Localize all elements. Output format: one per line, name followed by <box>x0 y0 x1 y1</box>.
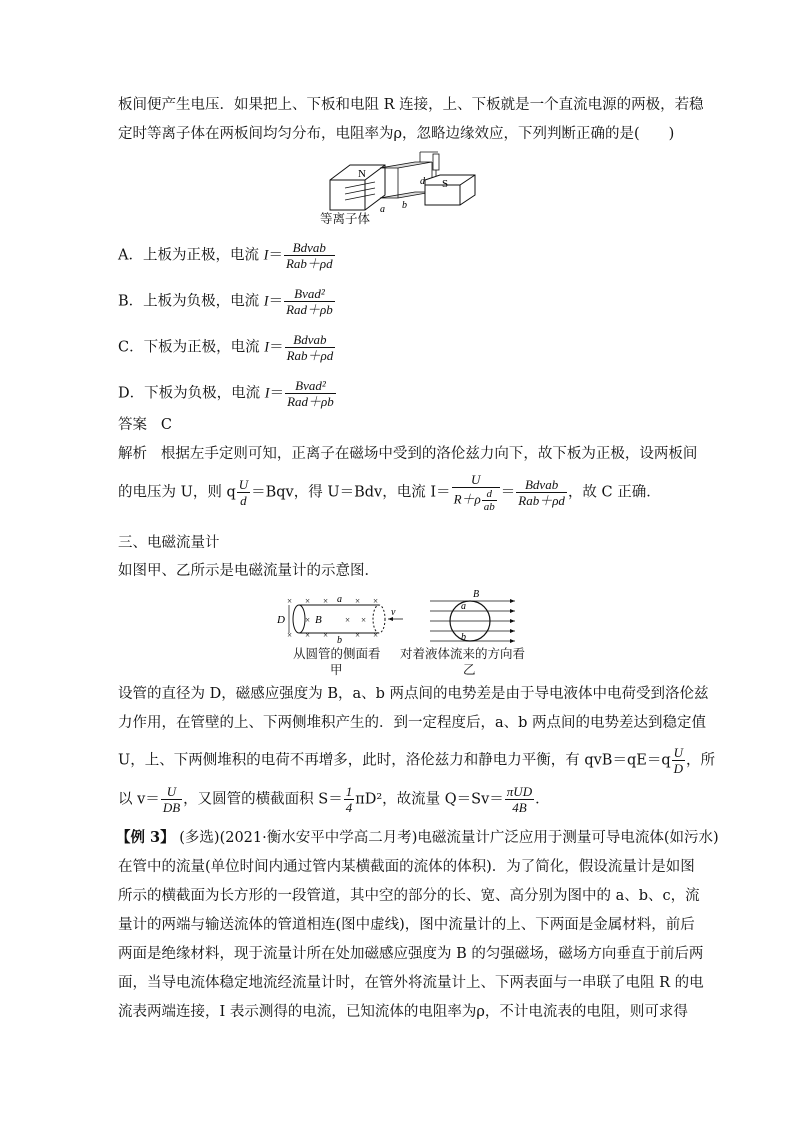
answer-label: 答案 <box>118 417 147 433</box>
svg-text:×: × <box>305 615 311 625</box>
svg-text:×: × <box>345 615 351 625</box>
a-label: a <box>380 204 385 215</box>
analysis-line-2: 的电压为 U，则 q $\frac{U}{d}$ ＝Bqv，得 U＝Bdv，电流 I＝ U R＋ρ $\frac{d}{ab}$ ＝ $\frac{\text{Bdvab}}{\text{Rab＋ρd}}$ ，故 C 正确． <box>118 472 661 513</box>
n-label: N <box>358 168 366 180</box>
option-b: B．上板为负极，电流 I＝ $\frac{\text{Bvad²}}{\text{Rad＋ρb}}$ <box>118 286 333 317</box>
svg-text:×: × <box>361 615 367 625</box>
example-tag: 【例 3】 <box>116 829 175 846</box>
b-field-label: B <box>315 614 322 626</box>
option-a: A．上板为正极，电流 I＝ $\frac{\text{Bdvab}}{\text{Rab＋ρd}}$ <box>118 240 333 271</box>
answer-value: C <box>160 417 172 433</box>
example3-line-4: 量计的两端与输送流体的管道相连(图中虚线)，图中流量计的上、下两面是金属材料，前后 <box>118 917 695 933</box>
svg-text:×: × <box>287 630 293 640</box>
para2-line-2: 力作用，在管壁的上、下两侧堆积产生的．到一定程度后，a、b 两点间的电势差达到稳定值 <box>118 715 707 731</box>
analysis-line-1: 解析 根据左手定则可知，正离子在磁场中受到的洛伦兹力向下，故下板为正极，设两板间 <box>118 446 698 462</box>
front-b-point-label: b <box>461 632 466 643</box>
intro-line-1: 板间便产生电压．如果把上、下板和电阻 R 连接，上、下板就是一个直流电源的两极，若稳 <box>118 97 704 113</box>
example3-line-6: 面，当导电流体稳定地流经流量计时，在管外将流量计上、下两表面与一串联了电阻 R 的电 <box>118 975 704 991</box>
svg-text:×: × <box>373 596 379 606</box>
front-a-label: a <box>461 601 466 612</box>
figure1-caption: 等离子体 <box>320 211 371 226</box>
svg-text:×: × <box>373 630 379 640</box>
right-figure-caption: 对着液体流来的方向看 <box>400 646 526 661</box>
left-figure-sub: 甲 <box>330 662 343 677</box>
para2-line-1: 设管的直径为 D，磁感应强度为 B，a、b 两点间的电势差是由于导电液体中电荷受到洛伦兹 <box>118 686 709 702</box>
svg-text:×: × <box>305 596 311 606</box>
intro-line-2: 定时等离子体在两板间均匀分布，电阻率为ρ，忽略边缘效应，下列判断正确的是( ) <box>118 126 675 142</box>
right-figure-sub: 乙 <box>463 662 476 677</box>
point-a-label: a <box>337 594 342 605</box>
front-b-label: B <box>473 589 480 600</box>
answer-line <box>118 415 172 435</box>
svg-text:×: × <box>287 596 293 606</box>
pipe-side-view-figure <box>275 590 405 645</box>
example3-line-2: 在管中的流量(单位时间内通过管内某横截面的流体的体积)．为了简化，假设流量计是如图 <box>118 859 695 875</box>
example3-line-3: 所示的横截面为长方形的一段管道，其中空的部分的长、宽、高分别为图中的 a、b、c，流 <box>118 888 700 904</box>
v-label: v <box>391 607 396 618</box>
section-intro: 如图甲、乙所示是电磁流量计的示意图． <box>118 563 379 579</box>
example3-line-7: 流表两端连接，I 表示测得的电流，已知流体的电阻率为ρ，不计电流表的电阻，则可求得 <box>118 1004 688 1020</box>
option-d: D．下板为负极，电流 I＝ $\frac{\text{Bvad²}}{\text{Rad＋ρb}}$ <box>118 378 334 409</box>
para2-line-3: U，上、下两侧堆积的电荷不再增多，此时，洛伦兹力和静电力平衡，有 qvB＝qE＝q $\frac{U}{D}$ ，所 <box>118 745 715 776</box>
example3-line-5: 两面是绝缘材料，现于流量计所在处加磁感应强度为 B 的匀强磁场，磁场方向垂直于前后两 <box>118 946 704 962</box>
svg-text:×: × <box>305 630 311 640</box>
para2-line-4: 以 v＝ $\frac{U}{DB}$ ，又圆管的横截面积 S＝ $\frac{1}{4}$ πD²，故流量 Q＝Sv＝ $\frac{\text{πUD}}{4B}$ ． <box>118 784 550 815</box>
svg-text:×: × <box>323 630 329 640</box>
option-c: C．下板为正极，电流 I＝ $\frac{\text{Bdvab}}{\text{Rab＋ρd}}$ <box>118 332 334 363</box>
section-heading: 三、电磁流量计 <box>118 535 220 551</box>
example3-line-1: 【例 3】 (多选)(2021·衡水安平中学高二月考)电磁流量计广泛应用于测量可导电流体(如污水) <box>116 829 719 846</box>
left-figure-caption: 从圆管的侧面看 <box>293 646 381 661</box>
svg-text:×: × <box>355 630 361 640</box>
analysis-label: 解析 <box>118 446 147 462</box>
d-diameter-label: D <box>277 614 285 626</box>
svg-text:×: × <box>323 596 329 606</box>
s-label: S <box>442 178 449 190</box>
b-label: b <box>402 200 407 211</box>
d-label: d <box>420 176 425 187</box>
svg-text:×: × <box>355 596 361 606</box>
pipe-front-view-figure <box>425 587 525 645</box>
point-b-label: b <box>337 635 342 645</box>
